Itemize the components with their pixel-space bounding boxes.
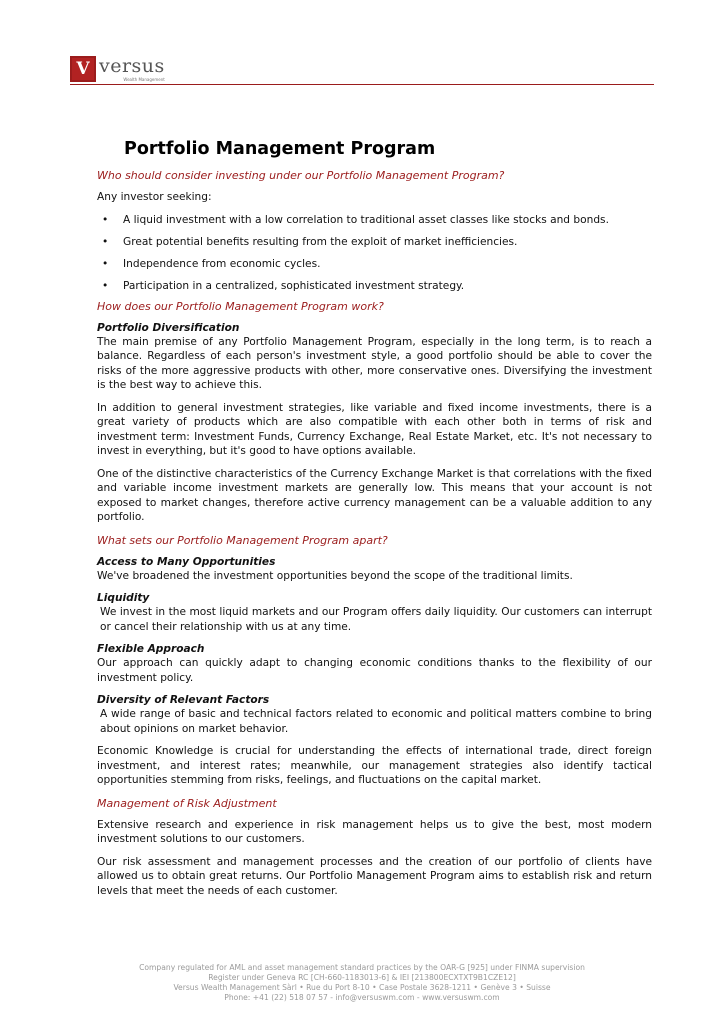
heading-diversification: Portfolio Diversification (97, 321, 240, 334)
investor-bullets (97, 213, 652, 293)
question-apart: What sets our Portfolio Management Program apart? (97, 533, 388, 547)
logo-tagline: Wealth Management (123, 77, 165, 82)
footer-line: Versus Wealth Management Sàrl • Rue du Port 8-10 • Case Postale 3628-1211 • Genève 3 • Suisse (173, 983, 551, 992)
logo-mark: V (70, 56, 96, 82)
document-body (97, 138, 652, 906)
question-who: Who should consider investing under our Portfolio Management Program? (97, 169, 505, 182)
intro-text: Any investor seeking: (97, 191, 212, 203)
heading-diversity: Diversity of Relevant Factors (97, 694, 270, 706)
list-item: • Great potential benefits resulting from the exploit of market inefficiencies. (97, 235, 652, 249)
question-how: How does our Portfolio Management Program work? (97, 299, 384, 313)
heading-risk: Management of Risk Adjustment (97, 796, 277, 810)
paragraph: One of the distinctive characteristics of the Currency Exchange Market is that correlations with the fixed and variable income investment markets are generally low. This means that your account is not exposed to market changes, therefore active currency management can be a valuable addition to any portfolio. (97, 467, 652, 523)
footer-line: Phone: +41 (22) 518 07 57 - info@versuswm.com - www.versuswm.com (224, 993, 500, 1002)
heading-access: Access to Many Opportunities (97, 555, 276, 568)
paragraph: In addition to general investment strategies, like variable and fixed income investments, there is a great variety of products which are also compatible with each other both in terms of risk and investment term: Investment Funds, Currency Exchange, Real Estate Market, etc. It's not necessary to invest in everything, but it's good to have options available. (97, 401, 652, 457)
paragraph: A wide range of basic and technical factors related to economic and political matters combine to bring about opinions on market behavior. (100, 708, 652, 735)
heading-liquidity: Liquidity (97, 592, 150, 604)
page-title: Portfolio Management Program (124, 139, 436, 159)
list-item: • A liquid investment with a low correlation to traditional asset classes like stocks and bonds. (97, 213, 652, 227)
header-divider (70, 84, 654, 85)
paragraph: Extensive research and experience in risk management helps us to give the best, most modern investment solutions to our customers. (97, 818, 652, 845)
paragraph: We've broadened the investment opportunities beyond the scope of the traditional limits. (97, 569, 573, 582)
company-logo (70, 56, 165, 82)
logo-wordmark: versus (99, 55, 165, 77)
list-item: • Independence from economic cycles. (97, 257, 652, 271)
footer-line: Company regulated for AML and asset management standard practices by the OAR-G [925] under FINMA supervision (139, 963, 585, 972)
paragraph: Economic Knowledge is crucial for understanding the effects of international trade, direct foreign investment, and interest rates; meanwhile, our management strategies also identify tactical opportunities stemming from risks, feelings, and fluctuations on the capital market. (97, 745, 652, 786)
heading-flexible: Flexible Approach (97, 643, 205, 655)
paragraph: We invest in the most liquid markets and our Program offers daily liquidity. Our customers can interrupt or cancel their relationship with us at any time. (100, 606, 652, 633)
paragraph: Our risk assessment and management processes and the creation of our portfolio of clients have allowed us to obtain great returns. Our Portfolio Management Program aims to establish risk and return levels that meet the needs of each customer. (97, 855, 652, 897)
paragraph: Our approach can quickly adapt to changing economic conditions thanks to the flexibility of our investment policy. (97, 657, 652, 684)
paragraph: The main premise of any Portfolio Management Program, especially in the long term, is to reach a balance. Regardless of each person's investment style, a good portfolio should be able to cover the risks of the more aggressive products with other, more conservative ones. Diversifying the investment is the best way to achieve this. (97, 335, 652, 391)
footer-line: Register under Geneva RC [CH-660-1183013-6] & IEI [213800ECXTXT9B1CZE12] (208, 973, 516, 982)
page-footer (0, 963, 724, 1003)
list-item: • Participation in a centralized, sophisticated investment strategy. (97, 279, 652, 293)
